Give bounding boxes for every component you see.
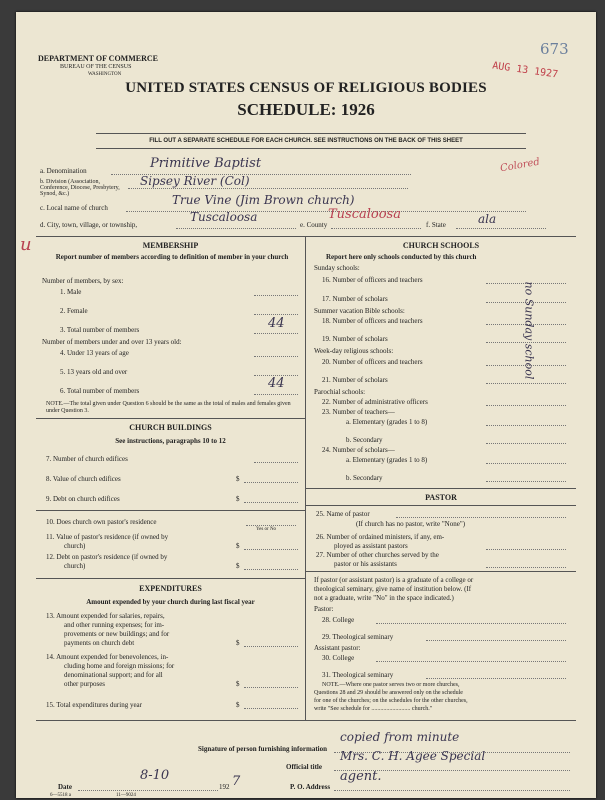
summer-label: Summer vacation Bible schools:: [314, 307, 405, 315]
q24b-label: b. Secondary: [346, 474, 383, 482]
q3-label: 3. Total number of members: [60, 326, 140, 334]
dept-label: DEPARTMENT OF COMMERCE: [38, 54, 159, 63]
q3-value: 44: [268, 316, 285, 331]
city-field-label: d. City, town, village, or township,: [40, 221, 138, 229]
official-title-label: Official title: [286, 763, 322, 771]
q23a-label: a. Elementary (grades 1 to 8): [346, 418, 428, 426]
form-title: UNITED STATES CENSUS OF RELIGIOUS BODIES: [125, 80, 487, 96]
graduate-c: not a graduate, write "No" in the space indicated.): [314, 594, 454, 602]
q24-label: 24. Number of scholars—: [322, 446, 395, 454]
yes-no-hint: Yes or No: [256, 527, 277, 532]
q8-label: 8. Value of church edifices: [46, 475, 121, 483]
q14-dollar: $: [236, 680, 240, 688]
bureau-label: BUREAU OF THE CENSUS: [60, 64, 132, 70]
under-over-label: Number of members under and over 13 years old:: [42, 338, 182, 346]
state-value: ala: [478, 212, 497, 226]
signature-value: copied from minute: [340, 730, 460, 744]
q2-label: 2. Female: [60, 307, 88, 315]
q16-label: 16. Number of officers and teachers: [322, 276, 423, 284]
schools-intro: Report here only schools conducted by this church: [326, 253, 477, 261]
margin-mark: u: [20, 234, 32, 255]
q12-label-b: church): [64, 562, 86, 570]
schools-heading: CHURCH SCHOOLS: [402, 241, 480, 250]
q24a-label: a. Elementary (grades 1 to 8): [346, 456, 428, 464]
po-address-value: agent.: [340, 769, 382, 784]
q27-label-b: pastor or his assistants: [334, 560, 397, 568]
official-title-value: Mrs. C. H. Agee Special: [340, 749, 486, 763]
division-value: Sipsey River (Col): [140, 174, 250, 188]
q11-label-a: 11. Value of pastor's residence (if owned by: [46, 533, 169, 541]
local-name-value: True Vine (Jim Brown church): [172, 193, 355, 207]
q13-label-a: 13. Amount expended for salaries, repairs,: [46, 612, 165, 620]
q6-value: 44: [268, 376, 285, 391]
pastor-heading: PASTOR: [425, 493, 457, 502]
year-value: 7: [232, 774, 241, 789]
form-instruction: FILL OUT A SEPARATE SCHEDULE FOR EACH CHURCH. SEE INSTRUCTIONS ON THE BACK OF THIS SHEET: [149, 138, 463, 144]
q1-label: 1. Male: [60, 288, 82, 296]
buildings-see: See instructions, paragraphs 10 to 12: [115, 437, 226, 445]
q14-label-a: 14. Amount expended for benevolences, in-: [46, 653, 169, 661]
pastor-note-b: Questions 28 and 29 should be answered only on the schedule: [314, 690, 463, 696]
form-subtitle: SCHEDULE: 1926: [237, 100, 375, 119]
date-stamp: AUG 13 1927: [491, 60, 559, 81]
q25-note: (If church has no pastor, write "None"): [356, 520, 466, 528]
q25-label: 25. Name of pastor: [316, 510, 370, 518]
q26-label-a: 26. Number of ordained ministers, if any, em-: [316, 533, 445, 541]
assistant-label: Assistant pastor:: [314, 644, 361, 652]
state-label: f. State: [426, 221, 446, 229]
q11-dollar: $: [236, 542, 240, 550]
expenditures-intro: Amount expended by your church during last fiscal year: [86, 598, 255, 606]
q12-dollar: $: [236, 562, 240, 570]
q13-label-b: and other running expenses; for im-: [64, 621, 165, 629]
q23-label: 23. Number of teachers—: [322, 408, 395, 416]
sunday-label: Sunday schools:: [314, 264, 360, 272]
expenditures-heading: EXPENDITURES: [139, 584, 202, 593]
q14-label-b: cluding home and foreign missions; for: [64, 662, 175, 670]
po-address-label: P. O. Address: [290, 783, 331, 791]
q20-label: 20. Number of officers and teachers: [322, 358, 423, 366]
membership-intro: Report number of members according to definition of member in your church: [55, 253, 289, 261]
pastor-note-d: write "See schedule for .......................... church.": [314, 706, 433, 712]
q13-dollar: $: [236, 639, 240, 647]
pastor-note-c: for one of the churches; on the schedules for the other churches,: [314, 698, 468, 704]
county-value: Tuscaloosa: [328, 207, 401, 222]
q13-label-d: payments on church debt: [64, 639, 135, 647]
q10-label: 10. Does church own pastor's residence: [46, 518, 157, 526]
parochial-label: Parochial schools:: [314, 388, 366, 396]
q5-label: 5. 13 years old and over: [60, 368, 128, 376]
graduate-a: If pastor (or assistant pastor) is a graduate of a college or: [314, 576, 474, 584]
q19-label: 19. Number of scholars: [322, 335, 388, 343]
q15-label: 15. Total expenditures during year: [46, 701, 142, 709]
form-number-2: 11—9024: [116, 793, 136, 798]
signature-label: Signature of person furnishing information: [198, 745, 327, 753]
q23b-label: b. Secondary: [346, 436, 383, 444]
q14-label-d: other purposes: [64, 680, 106, 688]
q14-label-c: denominational support; and for all: [64, 671, 163, 679]
colored-note: Colored: [499, 156, 541, 175]
local-name-label: c. Local name of church: [40, 204, 108, 212]
q15-dollar: $: [236, 701, 240, 709]
graduate-b: theological seminary, give name of institution below. (If: [314, 585, 472, 593]
schools-handwritten: no Sunday school: [522, 281, 536, 380]
schedule-sheet: [16, 12, 596, 798]
denomination-label: a. Denomination: [40, 167, 87, 175]
year-prefix: 192: [219, 783, 230, 791]
membership-note: NOTE.—The total given under Question 6 should be the same as the total of males and females given under Question 3.: [46, 401, 291, 414]
city-value: Tuscaloosa: [190, 210, 258, 224]
q12-label-a: 12. Debt on pastor's residence (if owned by: [46, 553, 168, 561]
division-label: b. Division (Association, Conference, Diocese, Presbytery, Synod, &c.): [40, 179, 120, 197]
q11-label-b: church): [64, 542, 86, 550]
q17-label: 17. Number of scholars: [322, 295, 388, 303]
denomination-value: Primitive Baptist: [150, 156, 262, 171]
page-number: 673: [540, 40, 569, 58]
q9-dollar: $: [236, 495, 240, 503]
q8-dollar: $: [236, 475, 240, 483]
q22-label: 22. Number of administrative officers: [322, 398, 428, 406]
q28-label: 28. College: [322, 616, 355, 624]
q27-label-a: 27. Number of other churches served by the: [316, 551, 439, 559]
date-label: Date: [58, 783, 72, 791]
q30-label: 30. College: [322, 654, 355, 662]
buildings-heading: CHURCH BUILDINGS: [129, 423, 212, 432]
q9-label: 9. Debt on church edifices: [46, 495, 120, 503]
q31-label: 31. Theological seminary: [322, 671, 394, 679]
form-number: 6—5518 a: [50, 793, 71, 798]
q13-label-c: provements or new buildings; and for: [64, 630, 170, 638]
q29-label: 29. Theological seminary: [322, 633, 394, 641]
county-label: e. County: [300, 221, 328, 229]
city-label: WASHINGTON: [88, 72, 122, 77]
q26-label-b: ployed as assistant pastors: [334, 542, 408, 550]
weekday-label: Week-day religious schools:: [314, 347, 394, 355]
pastor-note-a: NOTE.—Where one pastor serves two or more churches,: [322, 682, 460, 688]
q6-label: 6. Total number of members: [60, 387, 140, 395]
q7-label: 7. Number of church edifices: [46, 455, 128, 463]
pastor-sub-label: Pastor:: [314, 605, 334, 613]
date-value: 8-10: [140, 768, 170, 783]
q21-label: 21. Number of scholars: [322, 376, 388, 384]
q18-label: 18. Number of officers and teachers: [322, 317, 423, 325]
by-sex-label: Number of members, by sex:: [42, 277, 124, 285]
membership-heading: MEMBERSHIP: [142, 241, 199, 250]
q4-label: 4. Under 13 years of age: [60, 349, 129, 357]
